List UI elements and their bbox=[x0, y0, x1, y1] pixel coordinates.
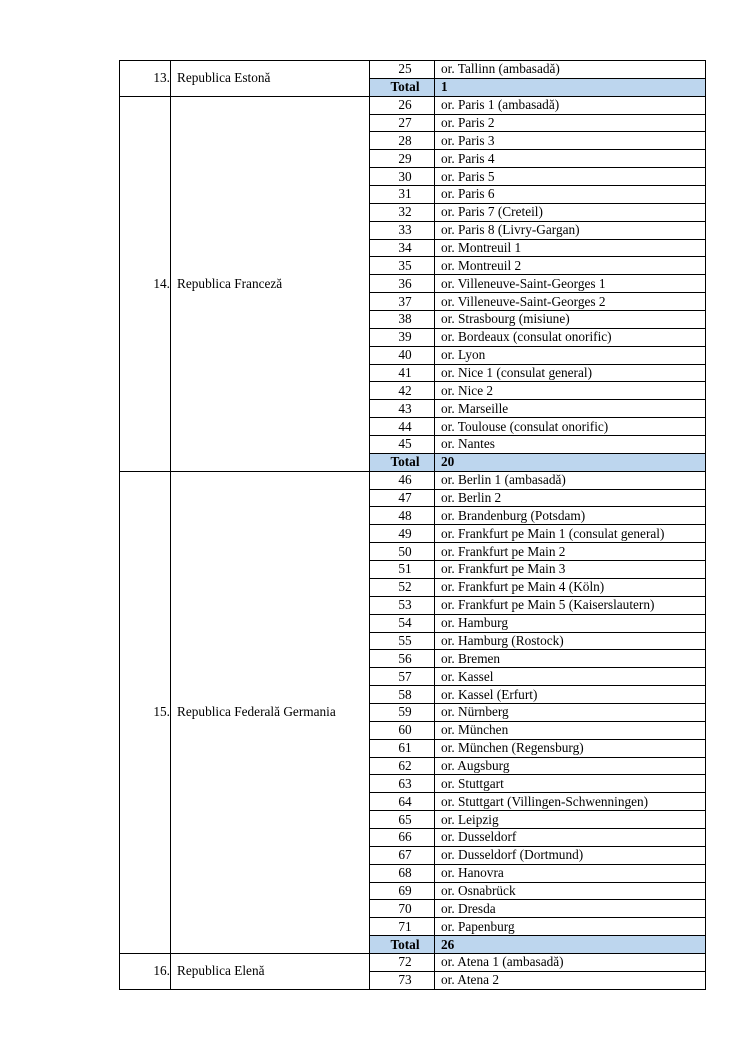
station-number: 42 bbox=[370, 382, 435, 400]
station-location: or. Paris 5 bbox=[435, 168, 706, 186]
station-number: 61 bbox=[370, 739, 435, 757]
station-location: or. Paris 7 (Creteil) bbox=[435, 203, 706, 221]
station-location: or. Berlin 1 (ambasadă) bbox=[435, 471, 706, 489]
station-number: 56 bbox=[370, 650, 435, 668]
station-location: or. Dusseldorf (Dortmund) bbox=[435, 846, 706, 864]
station-number: 60 bbox=[370, 721, 435, 739]
station-number: 40 bbox=[370, 346, 435, 364]
station-number: 47 bbox=[370, 489, 435, 507]
polling-stations-table bbox=[119, 60, 706, 990]
station-location: or. Atena 1 (ambasadă) bbox=[435, 953, 706, 971]
station-number: 57 bbox=[370, 668, 435, 686]
station-location: or. Paris 2 bbox=[435, 114, 706, 132]
station-number: 69 bbox=[370, 882, 435, 900]
station-number: 25 bbox=[370, 61, 435, 79]
station-location: or. Hamburg (Rostock) bbox=[435, 632, 706, 650]
station-location: or. Stuttgart (Villingen-Schwenningen) bbox=[435, 793, 706, 811]
station-number: 53 bbox=[370, 596, 435, 614]
station-location: or. Atena 2 bbox=[435, 971, 706, 989]
station-location: or. München (Regensburg) bbox=[435, 739, 706, 757]
station-number: 33 bbox=[370, 221, 435, 239]
station-location: or. Brandenburg (Potsdam) bbox=[435, 507, 706, 525]
station-location: or. Paris 1 (ambasadă) bbox=[435, 96, 706, 114]
station-location: or. Nice 1 (consulat general) bbox=[435, 364, 706, 382]
table-row bbox=[120, 96, 706, 114]
station-number: 58 bbox=[370, 686, 435, 704]
station-number: 38 bbox=[370, 311, 435, 329]
station-location: or. Paris 4 bbox=[435, 150, 706, 168]
station-number: 70 bbox=[370, 900, 435, 918]
station-location: or. Frankfurt pe Main 4 (Köln) bbox=[435, 578, 706, 596]
station-number: 49 bbox=[370, 525, 435, 543]
station-number: 54 bbox=[370, 614, 435, 632]
station-location: or. Hamburg bbox=[435, 614, 706, 632]
station-location: or. Papenburg bbox=[435, 918, 706, 936]
station-number: 34 bbox=[370, 239, 435, 257]
station-number: 32 bbox=[370, 203, 435, 221]
station-number: 65 bbox=[370, 811, 435, 829]
table-row bbox=[120, 471, 706, 489]
table-body bbox=[120, 61, 706, 990]
station-location: or. Frankfurt pe Main 1 (consulat general) bbox=[435, 525, 706, 543]
station-number: 30 bbox=[370, 168, 435, 186]
total-value: 1 bbox=[435, 78, 706, 96]
station-location: or. München bbox=[435, 721, 706, 739]
country-number: 16. bbox=[120, 953, 171, 989]
station-number: 41 bbox=[370, 364, 435, 382]
station-number: 73 bbox=[370, 971, 435, 989]
station-location: or. Frankfurt pe Main 5 (Kaiserslautern) bbox=[435, 596, 706, 614]
station-location: or. Montreuil 1 bbox=[435, 239, 706, 257]
station-location: or. Nantes bbox=[435, 436, 706, 454]
station-location: or. Nürnberg bbox=[435, 703, 706, 721]
country-name: Republica Estonă bbox=[171, 61, 370, 97]
station-location: or. Villeneuve-Saint-Georges 1 bbox=[435, 275, 706, 293]
station-number: 50 bbox=[370, 543, 435, 561]
total-value: 20 bbox=[435, 453, 706, 471]
station-location: or. Nice 2 bbox=[435, 382, 706, 400]
station-location: or. Tallinn (ambasadă) bbox=[435, 61, 706, 79]
total-label: Total bbox=[370, 936, 435, 954]
country-number: 13. bbox=[120, 61, 171, 97]
country-name: Republica Franceză bbox=[171, 96, 370, 471]
station-location: or. Paris 8 (Livry-Gargan) bbox=[435, 221, 706, 239]
station-number: 51 bbox=[370, 561, 435, 579]
station-number: 63 bbox=[370, 775, 435, 793]
station-number: 45 bbox=[370, 436, 435, 454]
station-location: or. Frankfurt pe Main 3 bbox=[435, 561, 706, 579]
station-number: 59 bbox=[370, 703, 435, 721]
station-location: or. Paris 6 bbox=[435, 186, 706, 204]
station-location: or. Lyon bbox=[435, 346, 706, 364]
station-location: or. Toulouse (consulat onorific) bbox=[435, 418, 706, 436]
station-location: or. Berlin 2 bbox=[435, 489, 706, 507]
station-location: or. Bremen bbox=[435, 650, 706, 668]
total-label: Total bbox=[370, 453, 435, 471]
country-name: Republica Federală Germania bbox=[171, 471, 370, 953]
station-number: 67 bbox=[370, 846, 435, 864]
station-number: 29 bbox=[370, 150, 435, 168]
station-location: or. Marseille bbox=[435, 400, 706, 418]
station-location: or. Dresda bbox=[435, 900, 706, 918]
station-number: 26 bbox=[370, 96, 435, 114]
station-number: 36 bbox=[370, 275, 435, 293]
station-number: 43 bbox=[370, 400, 435, 418]
station-number: 66 bbox=[370, 828, 435, 846]
station-location: or. Paris 3 bbox=[435, 132, 706, 150]
station-location: or. Strasbourg (misiune) bbox=[435, 311, 706, 329]
station-number: 28 bbox=[370, 132, 435, 150]
country-number: 14. bbox=[120, 96, 171, 471]
table-row bbox=[120, 61, 706, 79]
station-location: or. Leipzig bbox=[435, 811, 706, 829]
total-label: Total bbox=[370, 78, 435, 96]
station-number: 72 bbox=[370, 953, 435, 971]
station-location: or. Kassel bbox=[435, 668, 706, 686]
station-location: or. Montreuil 2 bbox=[435, 257, 706, 275]
station-number: 27 bbox=[370, 114, 435, 132]
station-number: 64 bbox=[370, 793, 435, 811]
station-number: 48 bbox=[370, 507, 435, 525]
station-number: 68 bbox=[370, 864, 435, 882]
station-location: or. Villeneuve-Saint-Georges 2 bbox=[435, 293, 706, 311]
station-location: or. Frankfurt pe Main 2 bbox=[435, 543, 706, 561]
station-number: 52 bbox=[370, 578, 435, 596]
station-number: 62 bbox=[370, 757, 435, 775]
station-location: or. Bordeaux (consulat onorific) bbox=[435, 328, 706, 346]
station-number: 37 bbox=[370, 293, 435, 311]
table-row bbox=[120, 953, 706, 971]
station-number: 39 bbox=[370, 328, 435, 346]
station-number: 35 bbox=[370, 257, 435, 275]
station-location: or. Hanovra bbox=[435, 864, 706, 882]
station-number: 55 bbox=[370, 632, 435, 650]
station-location: or. Dusseldorf bbox=[435, 828, 706, 846]
station-number: 44 bbox=[370, 418, 435, 436]
total-value: 26 bbox=[435, 936, 706, 954]
country-name: Republica Elenă bbox=[171, 953, 370, 989]
station-location: or. Osnabrück bbox=[435, 882, 706, 900]
station-number: 46 bbox=[370, 471, 435, 489]
country-number: 15. bbox=[120, 471, 171, 953]
station-location: or. Stuttgart bbox=[435, 775, 706, 793]
station-location: or. Augsburg bbox=[435, 757, 706, 775]
station-number: 31 bbox=[370, 186, 435, 204]
station-location: or. Kassel (Erfurt) bbox=[435, 686, 706, 704]
station-number: 71 bbox=[370, 918, 435, 936]
